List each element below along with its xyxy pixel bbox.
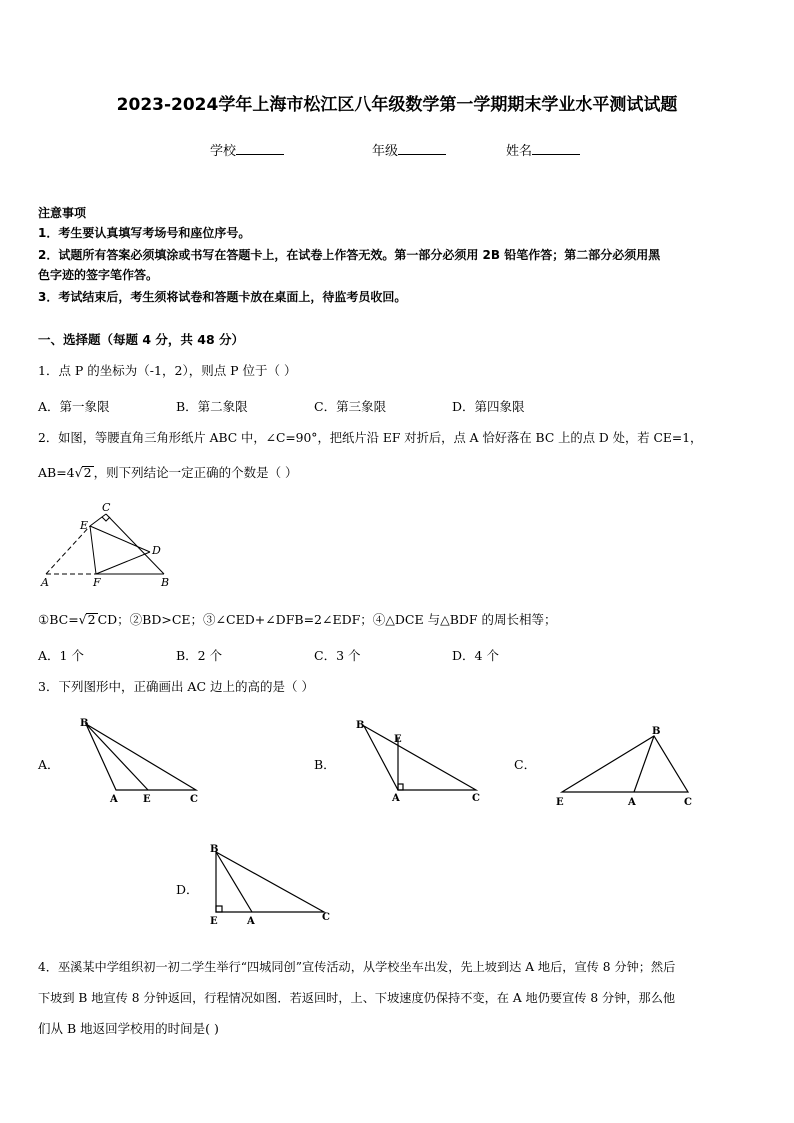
segment-ba <box>634 736 654 792</box>
side-ec <box>90 514 106 526</box>
label-a: A <box>110 794 118 805</box>
q2-stmt-start: ①BC= <box>38 612 79 627</box>
name-blank <box>532 142 580 155</box>
q1-option-a: A．第一象限 <box>38 399 110 414</box>
label-e: E <box>394 734 402 745</box>
q2-option-b: B．2 个 <box>176 648 223 663</box>
name-label: 姓名 <box>506 144 533 159</box>
notice-heading: 注意事项 <box>38 206 87 220</box>
label-f: F <box>93 576 101 589</box>
label-a: A <box>628 797 636 808</box>
right-angle-mark <box>216 906 222 912</box>
triangle-bec <box>216 852 324 912</box>
q3-figure-d <box>204 840 344 926</box>
notice-item: 3．考试结束后，考生须将试卷和答题卡放在桌面上，待监考员收回。 <box>38 290 407 304</box>
label-a: A <box>392 793 400 804</box>
q2-statements: ①BC=√2 CD；②BD>CE；③∠CED+∠DFB=2∠EDF；④△DCE 与△BDF 的周长相等； <box>38 612 557 627</box>
label-c: C <box>472 793 480 804</box>
q3-figure-c <box>554 722 704 810</box>
q4-line1: 4．巫溪某中学组织初一初二学生举行“四城同创”宣传活动，从学校坐车出发，先上坡到达 A 地后，宣传 8 分钟；然后 <box>38 960 676 974</box>
school-label: 学校 <box>210 144 237 159</box>
name-field <box>506 140 580 159</box>
triangle-abc <box>364 726 476 790</box>
q3-option-a: A． <box>38 757 60 772</box>
q2-stem-line1: 2．如图，等腰直角三角形纸片 ABC 中，∠C=90°，把纸片沿 EF 对折后，点 A 恰好落在 BC 上的点 D 处，若 CE=1， <box>38 431 703 445</box>
fold-line-ef <box>90 526 96 574</box>
right-angle-mark <box>398 784 403 790</box>
grade-field <box>372 140 446 159</box>
label-b: B <box>356 720 365 731</box>
label-e: E <box>80 519 89 532</box>
label-a: A <box>41 576 49 589</box>
q4-line2: 下坡到 B 地宣传 8 分钟返回，行程情况如图．若返回时，上、下坡速度仍保持不变，在 A 地仍要宣传 8 分钟，那么他 <box>38 991 676 1005</box>
q2-option-a: A．1 个 <box>38 648 84 663</box>
q2-option-d: D．4 个 <box>452 648 499 663</box>
q3-option-d: D． <box>176 882 199 897</box>
grade-blank <box>398 142 446 155</box>
segment-be <box>86 724 148 790</box>
q2-stmt-sqrt: 2 <box>87 612 96 627</box>
q2-stmt-rest: CD；②BD>CE；③∠CED+∠DFB=2∠EDF；④△DCE 与△BDF 的周长相等； <box>97 612 557 627</box>
school-field <box>210 140 284 159</box>
label-c: C <box>102 501 111 514</box>
label-e: E <box>556 797 564 808</box>
label-c: C <box>190 794 198 805</box>
school-blank <box>236 142 284 155</box>
q1-option-d: D．第四象限 <box>452 399 525 414</box>
notice-item: 2．试题所有答案必须填涂或书写在答题卡上，在试卷上作答无效。第一部分必须用 2B 铅笔作答；第二部分必须用黑 <box>38 248 661 262</box>
notice-item: 色字迹的签字笔作答。 <box>38 268 159 282</box>
triangle-abc <box>86 724 196 790</box>
label-b: B <box>161 576 170 589</box>
label-b: B <box>80 718 89 729</box>
notice-item: 1．考生要认真填写考场号和座位序号。 <box>38 226 251 240</box>
q1-stem: 1．点 P 的坐标为（-1，2），则点 P 位于（ ） <box>38 363 297 378</box>
q1-option-b: B．第二象限 <box>176 399 248 414</box>
label-c: C <box>322 912 330 923</box>
q2-stem-rest: ，则下列结论一定正确的个数是（ ） <box>93 465 298 480</box>
q3-figure-a <box>76 716 206 806</box>
fold-segment-ae <box>46 526 90 574</box>
label-b: B <box>210 844 219 855</box>
grade-label: 年级 <box>372 144 399 159</box>
label-e: E <box>210 916 218 926</box>
q2-stem-ab: AB=4 <box>38 465 75 480</box>
q3-figure-b <box>350 712 490 806</box>
q1-option-c: C．第三象限 <box>314 399 387 414</box>
section-heading: 一、选择题（每题 4 分，共 48 分） <box>38 332 245 347</box>
segment-fd <box>96 552 150 574</box>
q2-stem-line2: AB=4√2 ，则下列结论一定正确的个数是（ ） <box>38 465 298 480</box>
q2-option-c: C．3 个 <box>314 648 361 663</box>
q2-figure <box>36 500 186 592</box>
q3-option-b: B． <box>314 757 336 772</box>
triangle-ebc <box>562 736 688 792</box>
label-d: D <box>152 544 161 557</box>
right-angle-mark <box>102 517 110 521</box>
label-c: C <box>684 797 692 808</box>
q3-option-c: C． <box>514 757 537 772</box>
q2-stem-sqrt: 2 <box>83 465 92 480</box>
q3-stem: 3．下列图形中，正确画出 AC 边上的高的是（ ） <box>38 679 314 694</box>
segment-ed <box>90 526 150 552</box>
label-e: E <box>143 794 151 805</box>
segment-ba <box>216 852 252 912</box>
q4-line3: 们从 B 地返回学校用的时间是( ) <box>38 1021 219 1036</box>
label-a: A <box>247 916 255 926</box>
page-title: 2023-2024学年上海市松江区八年级数学第一学期期末学业水平测试试题 <box>116 95 678 115</box>
label-b: B <box>652 726 661 737</box>
